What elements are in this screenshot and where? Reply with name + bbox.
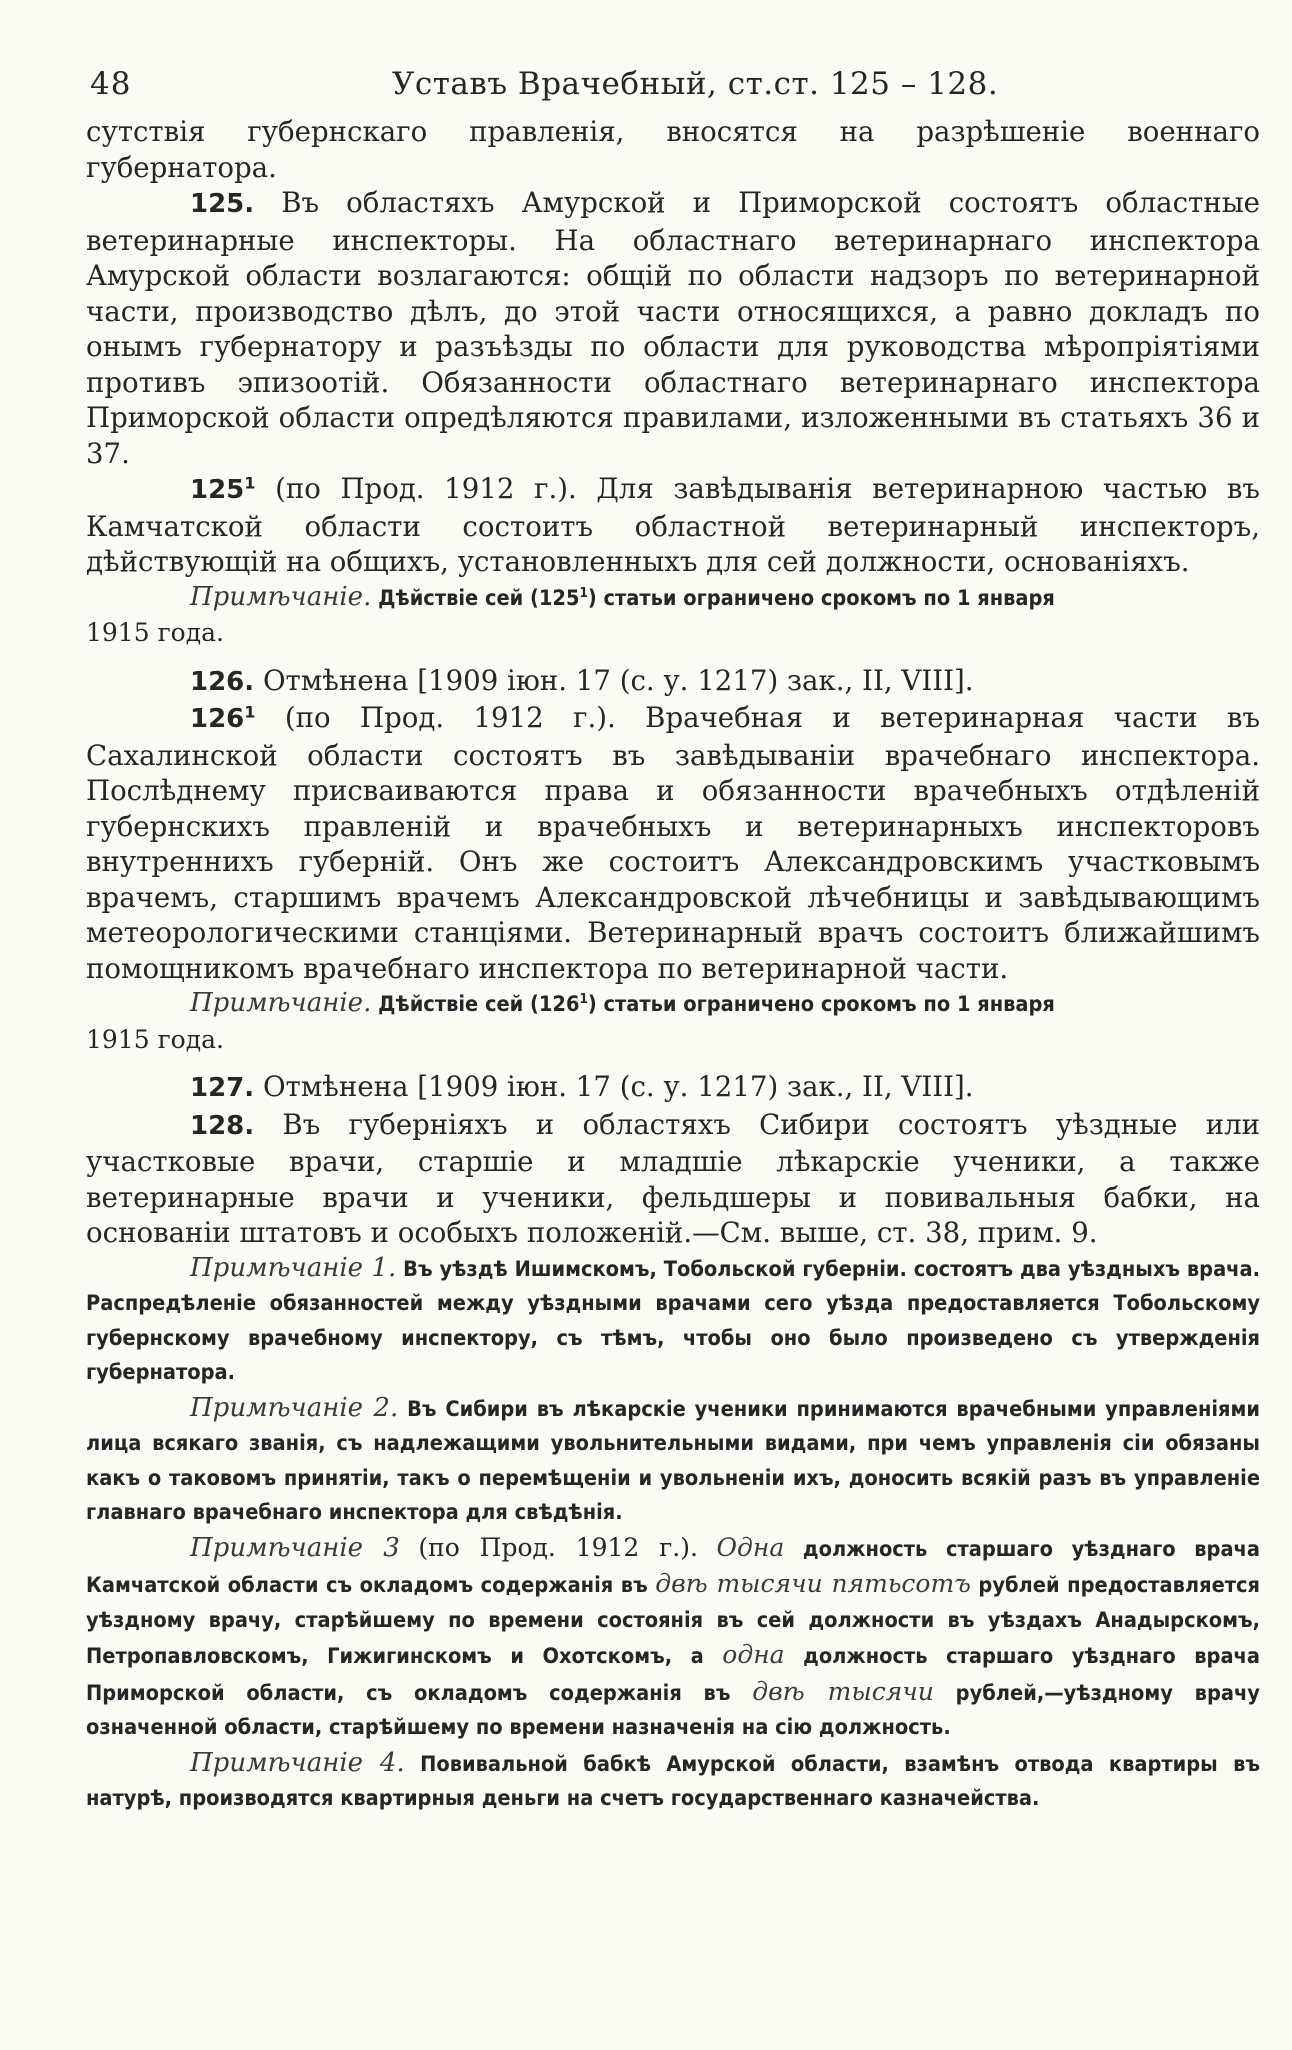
note-128-2: [86, 1391, 1260, 1531]
note-text: ) статьи ограничено срокомъ по 1 января: [587, 992, 1055, 1017]
article-text: Отмѣнена [1909 іюн. 17 (с. у. 1217) зак., II, VIII].: [262, 663, 974, 697]
article-126: [86, 663, 1260, 701]
note-text: должность старшаго уѣзднаго врача Камчатской области съ окладомъ содержанія въ: [86, 1536, 1260, 1598]
article-number: 126.: [190, 666, 255, 697]
note-text: Повивальной бабкѣ Амурской области, взамѣнъ отвода квартиры въ натурѣ, производятся квартирныя деньги на счетъ государственнаго казначейства.: [86, 1751, 1260, 1811]
note-label: Примѣчаніе.: [190, 988, 372, 1018]
paragraph-continuation: [86, 114, 1260, 185]
document-page: [86, 60, 1260, 2020]
article-127: [86, 1069, 1260, 1107]
note-label: Примѣчаніе 1.: [190, 1252, 397, 1283]
statute-body: [86, 114, 1260, 1817]
article-126-1: [86, 700, 1260, 986]
article-text: (по Прод. 1912 г.). Для завѣдыванія ветеринарною частью въ Камчатской области состоитъ областной ветеринарный инспекторъ, дѣйствующій на общихъ, установленныхъ для сей должности, основаніяхъ.: [86, 472, 1260, 578]
note-125-1-end: [86, 616, 1260, 653]
note-128-3: [86, 1531, 1260, 1746]
note-text: 1915 года.: [86, 618, 224, 647]
note-126-1-end: [86, 1023, 1260, 1060]
article-number: 125.: [190, 189, 255, 219]
article-128: [86, 1107, 1260, 1251]
note-source: (по Прод. 1912 г.).: [418, 1532, 698, 1562]
note-text: рублей,—уѣздному врачу означенной области, старѣйшему по времени назначенія на сію должность.: [86, 1680, 1260, 1740]
note-emphasis: одна: [722, 1640, 785, 1669]
article-text: Въ губерніяхъ и областяхъ Сибири состоятъ уѣздные или участковые врачи, старшіе и младшіе лѣкарскіе ученики, а также ветеринарные врачи и ученики, фельдшеры и повивальныя бабки, на основаніи штатовъ и особыхъ положеній.—См. выше, ст. 38, прим. 9.: [86, 1107, 1260, 1249]
article-125-1: [86, 471, 1260, 580]
article-number-sup: 1: [244, 473, 256, 493]
article-125: [86, 185, 1260, 471]
paragraph-text: сутствія губернскаго правленія, вносятся на разрѣшеніе военнаго губернатора.: [86, 115, 1260, 184]
spacer: [86, 1059, 1260, 1069]
note-text: Въ уѣздѣ Ишимскомъ, Тобольской губерніи. состоятъ два уѣздныхъ врача. Распредѣленіе обязанностей между уѣздными врачами сего уѣзда предоставляется Тобольскому губернскому врачебному инспектору, съ тѣмъ, чтобы оно было произведено съ утвержденія губернатора.: [86, 1256, 1260, 1385]
note-sup: 1: [579, 585, 588, 601]
note-125-1: [86, 580, 1260, 617]
note-emphasis: двѣ тысячи: [752, 1676, 934, 1706]
page-number: 48: [90, 66, 132, 102]
note-text: Въ Сибири въ лѣкарскіе ученики принимаются врачебными управленіями лица всякаго званія, съ надлежащими увольнительными видами, при чемъ управленія сіи обязаны какъ о таковомъ принятіи, такъ о перемѣщеніи и увольненіи ихъ, доносить всякій разъ въ управленіе главнаго врачебнаго инспектора для свѣдѣнія.: [86, 1396, 1260, 1525]
note-text: рублей предоставляется уѣздному врачу, старѣйшему по времени состоянія въ сей должности въ уѣздахъ Анадырскомъ, Петропавловскомъ, Гижигинскомъ и Охотскомъ, а: [86, 1573, 1260, 1669]
page-header: [86, 60, 1260, 114]
note-text: 1915 года.: [86, 1024, 224, 1054]
article-number: 127.: [190, 1073, 255, 1103]
article-number: [190, 475, 256, 505]
note-text: Дѣйствіе сей (125: [378, 585, 580, 611]
note-128-1: [86, 1251, 1260, 1391]
note-emphasis: Одна: [716, 1532, 785, 1562]
note-label: Примѣчаніе 3: [190, 1532, 400, 1563]
article-number: [190, 704, 256, 734]
note-sup: 1: [579, 991, 588, 1007]
article-number-main: 125: [190, 475, 245, 505]
article-text: (по Прод. 1912 г.). Врачебная и ветеринарная части въ Сахалинской области состоятъ въ завѣдываніи врачебнаго инспектора. Послѣднему присваиваются права и обязанности врачебныхъ отдѣленій губернскихъ правленій и врачебныхъ и ветеринарныхъ инспекторовъ внутреннихъ губерній. Онъ же состоитъ Александровскимъ участковымъ врачемъ, старшимъ врачемъ Александровской лѣчебницы и завѣдывающимъ метеорологическими станціями. Ветеринарный врачъ состоитъ ближайшимъ помощникомъ врачебнаго инспектора по ветеринарной части.: [86, 701, 1260, 985]
note-label: Примѣчаніе 2.: [190, 1392, 399, 1423]
note-text: Дѣйствіе сей (126: [378, 992, 580, 1017]
article-number-sup: 1: [244, 702, 256, 722]
note-text: должность старшаго уѣзднаго врача Приморской области, съ окладомъ содержанія въ: [86, 1644, 1260, 1706]
article-text: Отмѣнена [1909 іюн. 17 (с. у. 1217) зак., II, VIII].: [262, 1070, 974, 1103]
article-number: 128.: [190, 1110, 255, 1141]
note-text: ) статьи ограничено срокомъ по 1 января: [587, 585, 1055, 611]
note-label: Примѣчаніе 4.: [190, 1747, 405, 1778]
spacer: [86, 653, 1260, 663]
note-label: Примѣчаніе.: [190, 581, 372, 612]
note-128-4: [86, 1746, 1260, 1817]
article-text: Въ областяхъ Амурской и Приморской состоятъ областные ветеринарные инспекторы. На областнаго ветеринарнаго инспектора Амурской области возлагаются: общій по области надзоръ по ветеринарной части, производство дѣлъ, до этой части относящихся, а равно докладъ по онымъ губернатору и разъѣзды по области для руководства мѣропріятіями противъ эпизоотій. Обязанности областнаго ветеринарнаго инспектора Приморской области опредѣляются правилами, изложенными въ статьяхъ 36 и 37.: [86, 186, 1260, 470]
note-126-1: [86, 986, 1260, 1023]
running-title: Уставъ Врачебный, ст.ст. 125 – 128.: [392, 66, 999, 102]
article-number-main: 126: [190, 704, 245, 734]
note-emphasis: двѣ тысячи пятьсотъ: [655, 1569, 971, 1598]
